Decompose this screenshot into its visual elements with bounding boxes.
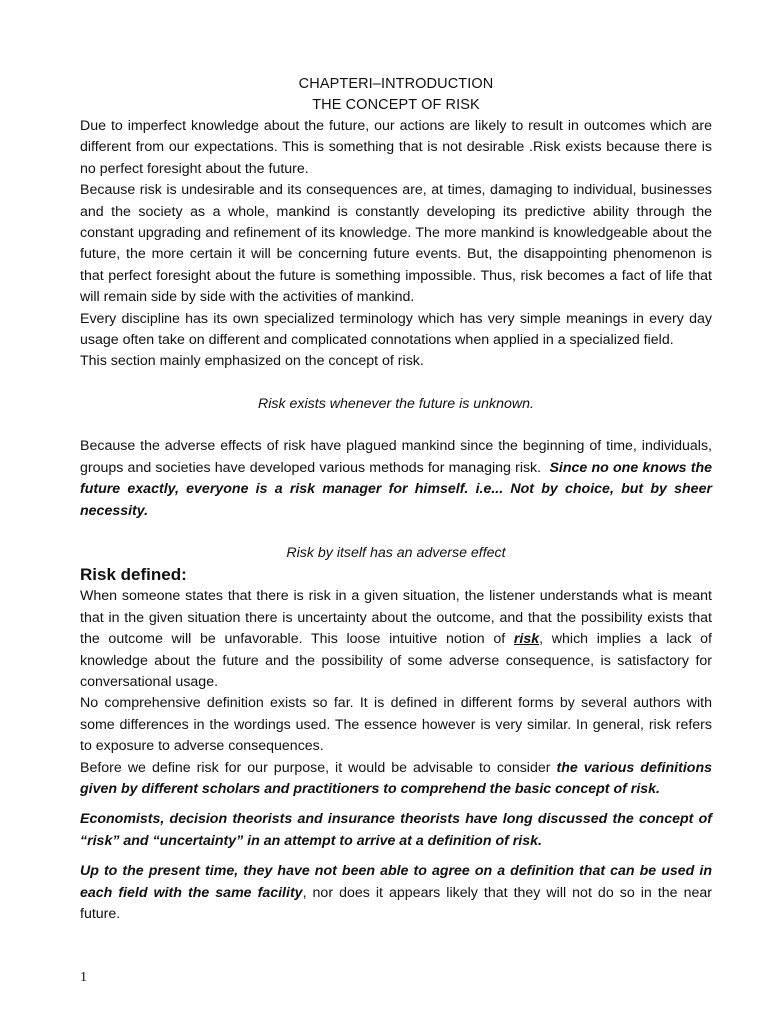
section-title: THE CONCEPT OF RISK bbox=[312, 97, 480, 113]
paragraph-6-risk-term: risk bbox=[513, 631, 540, 648]
pull-quote-2: Risk by itself has an adverse effect bbox=[286, 544, 506, 561]
document-body bbox=[80, 74, 712, 925]
paragraph-9: Economists, decision theorists and insurance theorists have long discussed the concept of “risk” and “uncertainty” in an attempt to arrive at a definition of risk. bbox=[80, 811, 712, 849]
paragraph-8-text: Before we define risk for our purpose, it would be advisable to consider bbox=[80, 759, 551, 776]
paragraph-6-text-end: , which implies a lack of knowledge about the future and the possibility of some adverse consequence, is satisfactory for conversational usage. bbox=[80, 631, 712, 690]
paragraph-5-emphasis: Since no one knows the future exactly, everyone is a risk manager for himself. i.e... Not by choice, but by sheer necessity. bbox=[80, 459, 713, 519]
paragraph-3: Every discipline has its own specialized terminology which has very simple meanings in every day usage often take on different and complicated connotations when applied in a specialized field. bbox=[80, 310, 712, 349]
spacer bbox=[80, 522, 712, 543]
paragraph-6 bbox=[80, 586, 712, 693]
subheading-risk-defined: Risk defined: bbox=[80, 565, 187, 585]
spacer bbox=[80, 800, 712, 809]
paragraph-10-text: , nor does it appears likely that they will not do so in the near future. bbox=[80, 884, 712, 922]
spacer bbox=[80, 852, 712, 861]
paragraph-6-text: When someone states that there is risk in a given situation, the listener understands what is meant that in the given situation there is uncertainty about the outcome, and that the possibility exists that the outcome will be unfavorable. This loose intuitive notion of bbox=[80, 588, 712, 648]
paragraph-8-emphasis: the various definitions given by different scholars and practitioners to comprehend the basic concept of risk. bbox=[80, 759, 712, 797]
paragraph-2: Because risk is undesirable and its consequences are, at times, damaging to individual, businesses and the society as a whole, mankind is constantly developing its predictive ability through the constant upgrading and refinement of its knowledge. The more mankind is knowledgeable about the future, the more certain it will be concerning future events. But, the disappointing phenomenon is that perfect foresight about the future is something impossible. Thus, risk becomes a fact of life that will remain side by side with the activities of mankind. bbox=[80, 182, 712, 306]
paragraph-10-emphasis: Up to the present time, they have not been able to agree on a definition that can be used in each field with the same facility bbox=[80, 863, 712, 901]
spacer bbox=[80, 373, 712, 394]
paragraph-4: This section mainly emphasized on the concept of risk. bbox=[80, 353, 424, 370]
paragraph-8 bbox=[80, 758, 712, 801]
spacer bbox=[80, 415, 712, 436]
paragraph-5 bbox=[80, 436, 712, 522]
paragraph-1: Due to imperfect knowledge about the future, our actions are likely to result in outcomes which are different from our expectations. This is something that is not desirable .Risk exists because there is no perfect foresight about the future. bbox=[80, 118, 712, 177]
page-number: 1 bbox=[80, 970, 87, 985]
paragraph-5-text: Because the adverse effects of risk have plagued mankind since the beginning of time, individuals, groups and societies have developed various methods for managing risk. bbox=[80, 438, 712, 476]
paragraph-7: No comprehensive definition exists so far. It is defined in different forms by several authors with some differences in the wordings used. The essence however is very similar. In general, risk refers to exposure to adverse consequences. bbox=[80, 695, 712, 755]
paragraph-10 bbox=[80, 861, 712, 925]
chapter-title: CHAPTERI–INTRODUCTION bbox=[298, 76, 494, 92]
pull-quote-1: Risk exists whenever the future is unknown. bbox=[258, 395, 534, 412]
